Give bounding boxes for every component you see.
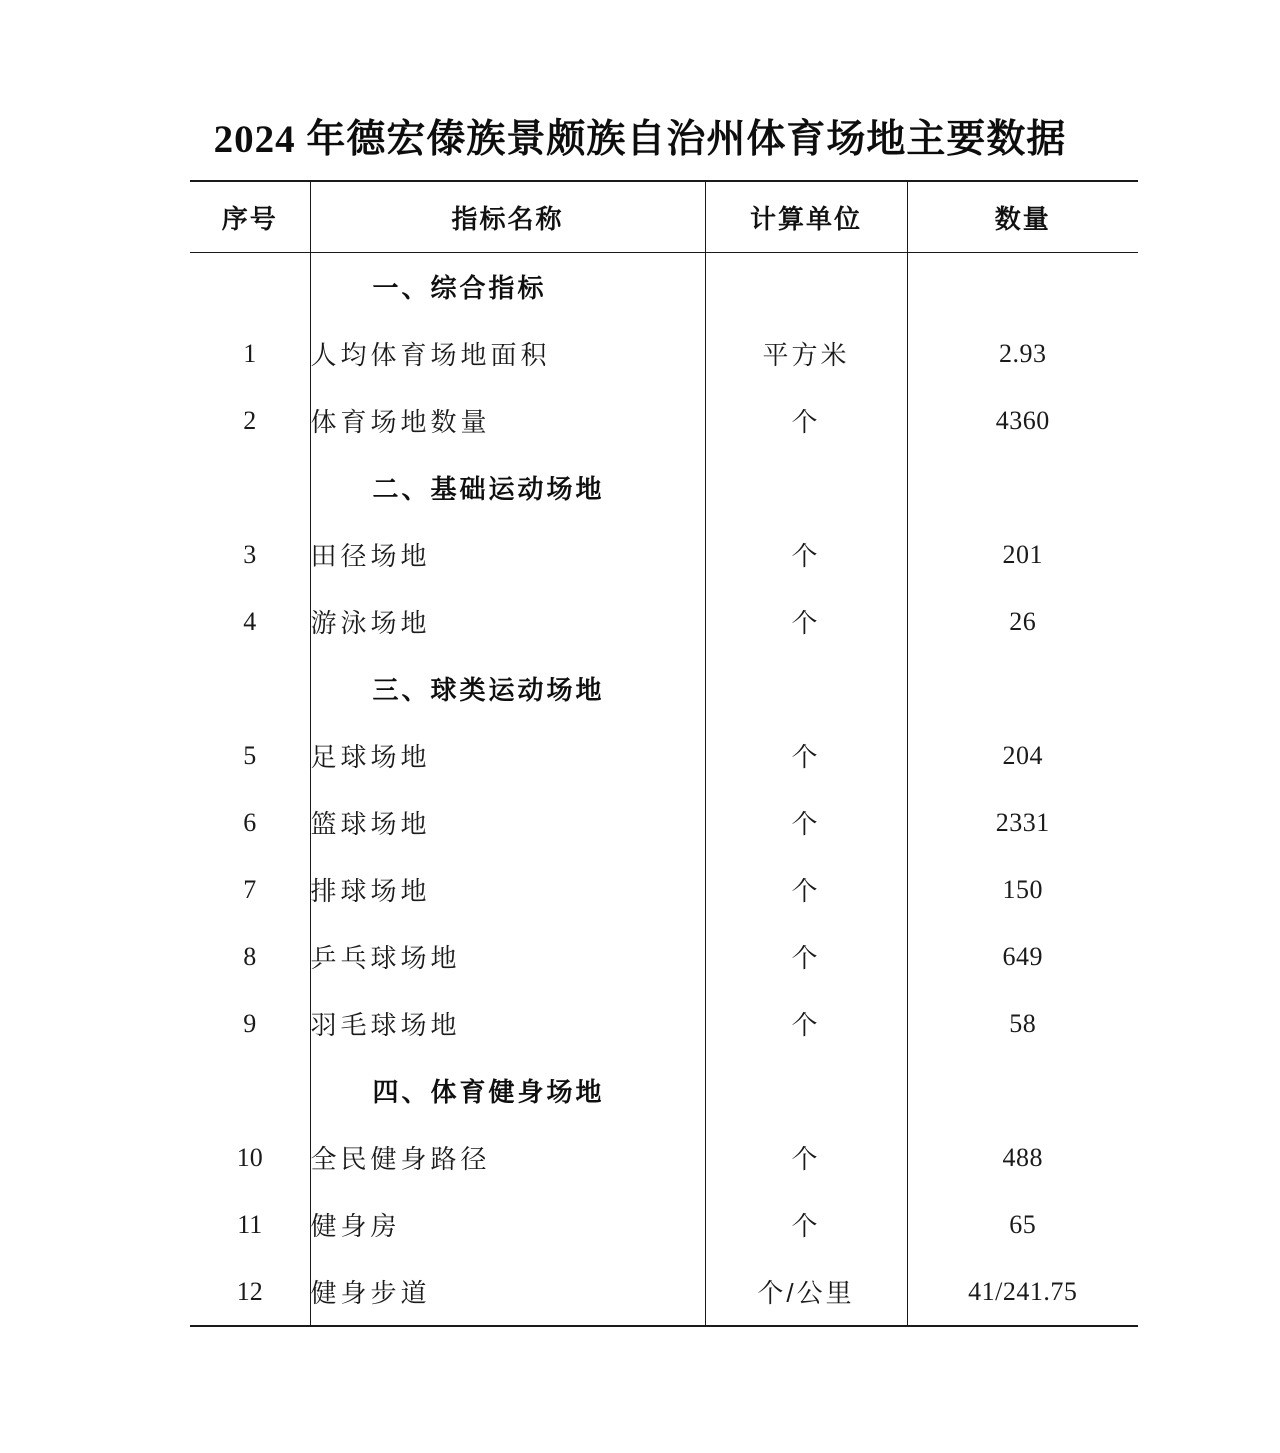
cell-no: 6 [190, 789, 310, 856]
cell-name: 羽毛球场地 [310, 990, 705, 1057]
table-section-row [190, 454, 1138, 521]
cell-unit: 个 [705, 789, 907, 856]
cell-unit [705, 1057, 907, 1124]
statistics-table [190, 180, 1138, 1327]
cell-unit: 个/公里 [705, 1258, 907, 1326]
cell-name: 健身步道 [310, 1258, 705, 1326]
cell-no: 5 [190, 722, 310, 789]
table-section-row [190, 655, 1138, 722]
cell-no: 3 [190, 521, 310, 588]
table-row [190, 856, 1138, 923]
table-row [190, 1124, 1138, 1191]
cell-name: 健身房 [310, 1191, 705, 1258]
cell-name: 四、体育健身场地 [310, 1057, 705, 1124]
cell-no: 7 [190, 856, 310, 923]
cell-name: 人均体育场地面积 [310, 320, 705, 387]
cell-value: 26 [1009, 606, 1037, 636]
cell-no: 12 [190, 1258, 310, 1326]
cell-no [190, 253, 310, 321]
cell-value: 649 [1002, 941, 1043, 971]
cell-value: 58 [1009, 1008, 1037, 1038]
cell-unit: 个 [705, 1191, 907, 1258]
column-header-no: 序号 [190, 181, 310, 253]
cell-value [907, 253, 1138, 321]
cell-name: 二、基础运动场地 [310, 454, 705, 521]
cell-name: 三、球类运动场地 [310, 655, 705, 722]
cell-value [907, 1057, 1138, 1124]
cell-unit: 平方米 [705, 320, 907, 387]
table-section-row [190, 1057, 1138, 1124]
table-row [190, 722, 1138, 789]
cell-unit: 个 [705, 923, 907, 990]
table-row [190, 1258, 1138, 1326]
table-section-row [190, 253, 1138, 321]
cell-no: 10 [190, 1124, 310, 1191]
table-row [190, 789, 1138, 856]
cell-unit: 个 [705, 990, 907, 1057]
cell-name: 一、综合指标 [310, 253, 705, 321]
cell-name: 乒乓球场地 [310, 923, 705, 990]
cell-value: 4360 [995, 405, 1050, 435]
cell-no: 4 [190, 588, 310, 655]
column-header-value: 数量 [907, 181, 1138, 253]
cell-no: 8 [190, 923, 310, 990]
cell-name: 全民健身路径 [310, 1124, 705, 1191]
table-row [190, 521, 1138, 588]
cell-unit: 个 [705, 1124, 907, 1191]
cell-unit: 个 [705, 588, 907, 655]
cell-value: 201 [1002, 539, 1043, 569]
statistics-table-container [190, 180, 1138, 1327]
cell-unit: 个 [705, 521, 907, 588]
cell-name: 田径场地 [310, 521, 705, 588]
column-header-name: 指标名称 [310, 181, 705, 253]
cell-name: 足球场地 [310, 722, 705, 789]
cell-value: 2331 [995, 807, 1050, 837]
table-body [190, 253, 1138, 1327]
table-row [190, 588, 1138, 655]
cell-unit: 个 [705, 722, 907, 789]
table-header [190, 181, 1138, 253]
cell-no: 1 [190, 320, 310, 387]
cell-no: 9 [190, 990, 310, 1057]
cell-value: 150 [1002, 874, 1043, 904]
cell-value: 2.93 [999, 338, 1047, 368]
cell-value: 488 [1002, 1142, 1043, 1172]
cell-unit [705, 454, 907, 521]
cell-unit [705, 253, 907, 321]
cell-no [190, 655, 310, 722]
table-row [190, 990, 1138, 1057]
cell-no: 2 [190, 387, 310, 454]
cell-no [190, 454, 310, 521]
table-row [190, 320, 1138, 387]
cell-no [190, 1057, 310, 1124]
cell-value: 204 [1002, 740, 1043, 770]
cell-name: 篮球场地 [310, 789, 705, 856]
cell-name: 排球场地 [310, 856, 705, 923]
cell-value: 41/241.75 [907, 1258, 1138, 1326]
cell-unit: 个 [705, 856, 907, 923]
cell-value: 65 [1009, 1209, 1037, 1239]
column-header-unit: 计算单位 [705, 181, 907, 253]
page-title: 2024 年德宏傣族景颇族自治州体育场地主要数据 [213, 118, 1067, 161]
cell-no: 11 [190, 1191, 310, 1258]
table-row [190, 1191, 1138, 1258]
cell-unit: 个 [705, 387, 907, 454]
cell-name: 游泳场地 [310, 588, 705, 655]
cell-value [907, 454, 1138, 521]
table-row [190, 387, 1138, 454]
table-row [190, 923, 1138, 990]
table-header-row [190, 181, 1138, 253]
cell-value [907, 655, 1138, 722]
cell-unit [705, 655, 907, 722]
cell-name: 体育场地数量 [310, 387, 705, 454]
